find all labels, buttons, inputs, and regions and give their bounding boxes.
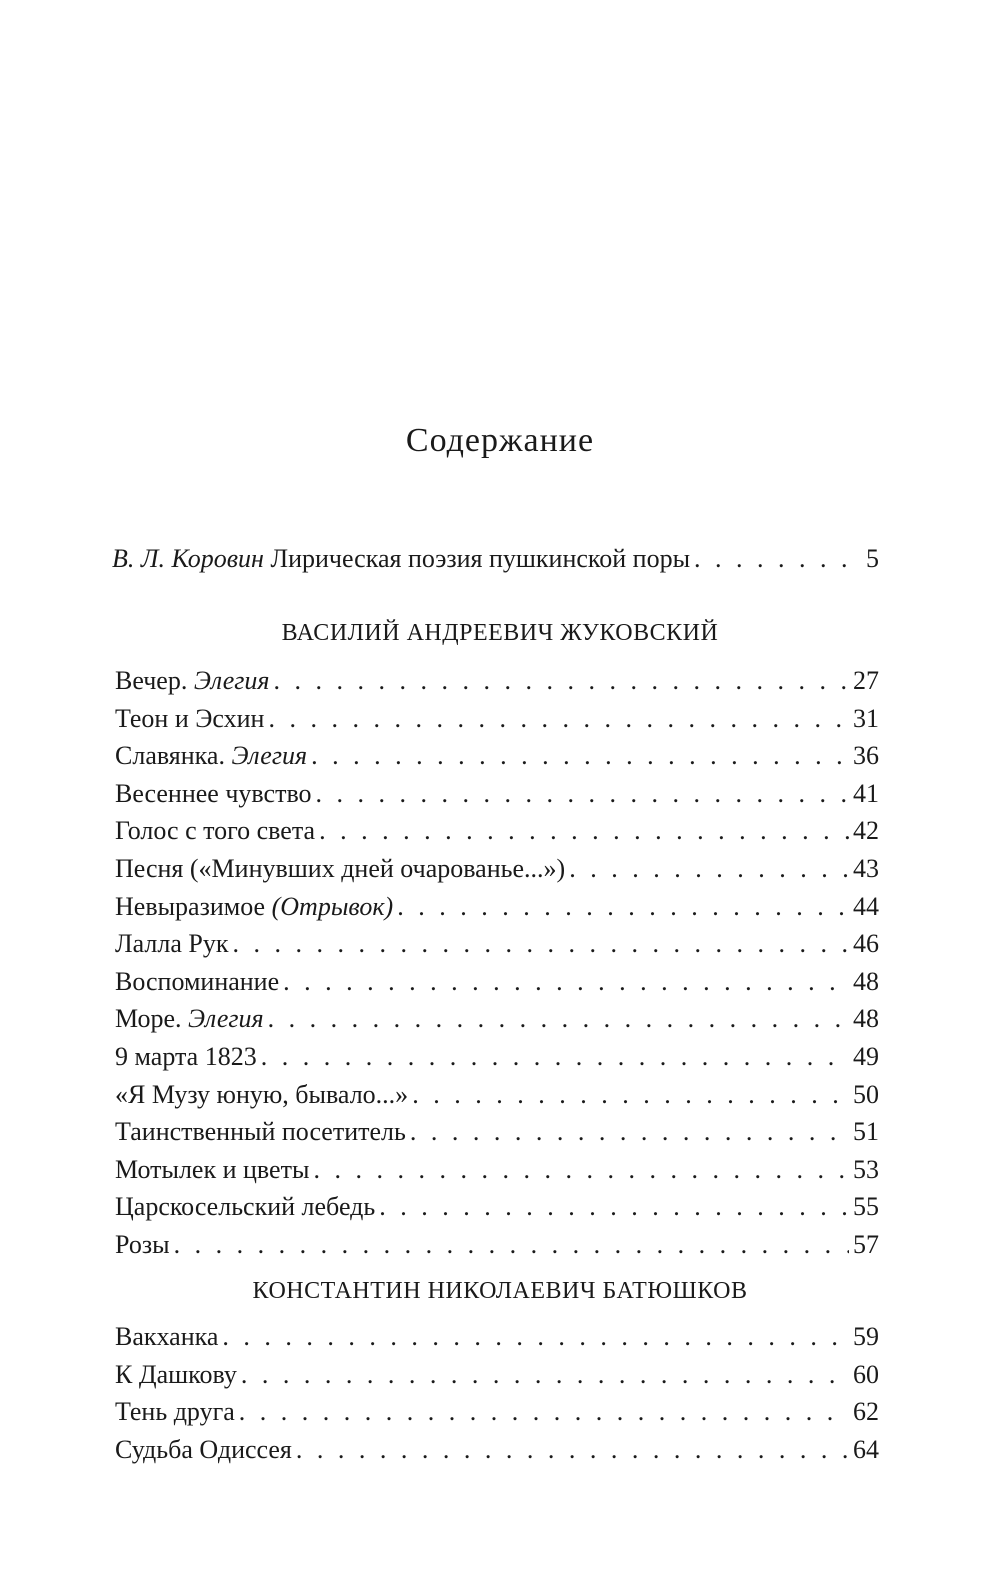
toc-page-number: 27	[853, 666, 879, 695]
toc-page-number: 48	[853, 1004, 879, 1034]
toc-entry	[115, 1360, 879, 1400]
toc-entry	[115, 1322, 879, 1362]
toc-entry-title: Воспоминание	[115, 966, 280, 996]
toc-entry-title: К Дашкову	[115, 1359, 237, 1389]
dot-leader	[268, 1004, 849, 1034]
toc-entry-label	[115, 1155, 309, 1185]
toc-entry-label	[115, 741, 307, 771]
toc-entry-title: Лалла Рук	[115, 929, 229, 959]
toc-page-number: 36	[853, 741, 879, 771]
toc-entry-title: Голос с того света	[115, 816, 316, 846]
toc-page-number: 59	[853, 1322, 879, 1351]
dot-leader	[268, 704, 849, 734]
dot-leader	[296, 1435, 849, 1465]
toc-entry-title: Славянка.	[115, 741, 225, 771]
toc-entry	[115, 1042, 879, 1082]
toc-entry-label	[115, 1042, 257, 1072]
section-heading-zhukovsky: ВАСИЛИЙ АНДРЕЕВИЧ ЖУКОВСКИЙ	[281, 620, 719, 646]
dot-leader	[283, 967, 849, 997]
toc-entry-title: Песня («Минувших дней очарованье...»)	[115, 854, 566, 883]
toc-entry-title: Весеннее чувство	[115, 778, 312, 808]
dot-leader	[410, 1117, 849, 1147]
toc-page-number: 41	[853, 778, 879, 808]
toc-entry-label	[115, 929, 228, 959]
toc-page-number: 50	[853, 1079, 879, 1109]
dot-leader	[569, 854, 849, 884]
toc-entry-title: Море.	[115, 1004, 182, 1034]
toc-entry-label	[115, 967, 279, 997]
toc-entry	[115, 1117, 879, 1157]
dot-leader	[222, 1322, 849, 1352]
toc-page-number: 48	[853, 966, 879, 996]
dot-leader	[273, 666, 849, 696]
toc-entry	[115, 741, 879, 781]
toc-entry-label	[115, 892, 393, 922]
toc-entry-title: Царскосельский лебедь	[115, 1192, 376, 1222]
toc-page-number: 31	[853, 703, 879, 733]
toc-entry	[115, 1080, 879, 1120]
toc-page-number: 51	[853, 1117, 879, 1147]
toc-entry-title: Тень друга	[115, 1397, 235, 1427]
dot-leader	[412, 1080, 849, 1110]
toc-entry-title: Теон и Эсхин	[115, 703, 265, 733]
toc-entry-title: Судьба Одиссея	[115, 1434, 292, 1464]
toc-page-number: 44	[853, 891, 879, 921]
toc-page-number: 53	[853, 1154, 879, 1184]
toc-page-number: 62	[853, 1397, 879, 1427]
toc-entry-label	[112, 544, 690, 574]
toc-entry-label	[115, 1192, 375, 1222]
toc-entry-label	[115, 704, 264, 734]
toc-page-number: 46	[853, 929, 879, 959]
dot-leader	[261, 1042, 849, 1072]
toc-entry	[115, 1230, 879, 1270]
toc-entry	[115, 854, 879, 894]
toc-entry-title: Розы	[115, 1230, 170, 1259]
toc-entry-title: Вакханка	[115, 1322, 219, 1351]
toc-entry	[115, 967, 879, 1007]
toc-entry-label	[115, 1230, 170, 1260]
toc-entry-subtitle: Элегия	[188, 1004, 264, 1034]
dot-leader	[379, 1192, 849, 1222]
dot-leader	[397, 892, 849, 922]
section-heading-batyushkov: КОНСТАНТИН НИКОЛАЕВИЧ БАТЮШКОВ	[252, 1278, 748, 1304]
dot-leader	[316, 779, 849, 809]
toc-entry-label	[115, 1117, 406, 1147]
toc-page-number: 64	[853, 1434, 879, 1464]
dot-leader	[319, 816, 849, 846]
toc-entry-label	[115, 779, 312, 809]
toc-entry-label	[115, 1004, 264, 1034]
toc-page-number: 5	[866, 544, 879, 573]
dot-leader	[232, 929, 849, 959]
toc-entry-label	[115, 1435, 292, 1465]
toc-entry-title: 9 марта 1823	[115, 1042, 257, 1071]
page-title: Содержание	[405, 422, 595, 459]
dot-leader	[239, 1397, 849, 1427]
toc-entry-title: «Я Музу юную, бывало...»	[115, 1079, 409, 1109]
toc-entry-label	[115, 666, 269, 696]
toc-entry-title: Невыразимое	[115, 891, 266, 921]
toc-entry-title: Вечер.	[115, 666, 188, 695]
toc-entry-subtitle: (Отрывок)	[271, 891, 394, 921]
toc-intro-entry	[112, 544, 879, 584]
toc-entry-label	[115, 816, 315, 846]
toc-page-number: 42	[853, 816, 879, 846]
toc-entry-title: Таинственный посетитель	[115, 1117, 406, 1147]
toc-entry	[115, 779, 879, 819]
toc-entry	[115, 1435, 879, 1475]
toc-page-number: 55	[853, 1192, 879, 1222]
toc-entry	[115, 1397, 879, 1437]
toc-page-number: 43	[853, 854, 879, 883]
intro-text: Лирическая поэзия пушкинской поры	[270, 544, 691, 573]
toc-entry-label	[115, 854, 565, 884]
dot-leader	[174, 1230, 849, 1260]
toc-page-number: 60	[853, 1359, 879, 1389]
intro-author: В. Л. Коровин	[112, 544, 264, 573]
toc-entry-label	[115, 1322, 218, 1352]
toc-entry-label	[115, 1397, 235, 1427]
dot-leader	[241, 1360, 849, 1390]
toc-entry	[115, 1192, 879, 1232]
toc-entry	[115, 929, 879, 969]
toc-entry	[115, 816, 879, 856]
toc-page-number: 57	[853, 1230, 879, 1259]
toc-entry	[115, 666, 879, 706]
toc-entry-label	[115, 1080, 408, 1110]
dot-leader	[694, 544, 862, 574]
toc-entry	[115, 704, 879, 744]
dot-leader	[311, 741, 849, 771]
toc-page-number: 49	[853, 1042, 879, 1071]
toc-entry	[115, 1004, 879, 1044]
toc-entry-subtitle: Элегия	[231, 741, 308, 771]
dot-leader	[313, 1155, 849, 1185]
toc-entry	[115, 1155, 879, 1195]
toc-entry-subtitle: Элегия	[193, 666, 270, 695]
toc-entry-label	[115, 1360, 237, 1390]
toc-entry	[115, 892, 879, 932]
toc-entry-title: Мотылек и цветы	[115, 1154, 310, 1184]
